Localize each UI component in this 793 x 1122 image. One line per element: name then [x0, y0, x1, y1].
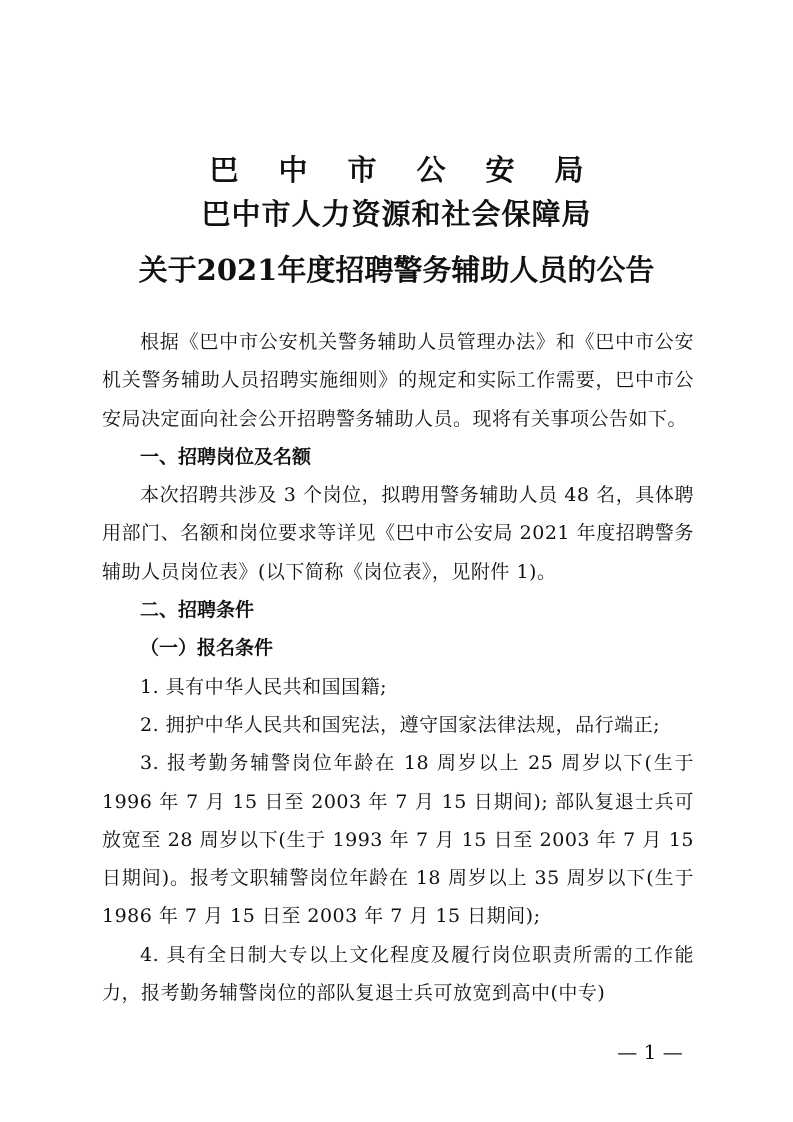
title-line-1: 巴中市公安局: [209, 153, 624, 187]
section-heading-conditions: 二、招聘条件: [140, 599, 255, 622]
condition-item-2: 2. 拥护中华人民共和国宪法，遵守国家法律法规，品行端正;: [140, 713, 661, 736]
page-number: — 1 —: [617, 1040, 683, 1064]
title-line-3: 关于2021年度招聘警务辅助人员的公告: [138, 253, 655, 287]
condition-item-3: 3. 报考勤务辅警岗位年龄在 18 周岁以上 25 周岁以下(生于 1996 年 7 月 15 日至 2003 年 7 月 15 日期间); 部队复退士兵可放宽至 28 周岁以下(生于 1993 年 7 月 15 日至 2003 年 7 月 15 日期间)。报考文职辅警岗位年龄在 18 周岁以上 35 周岁以下(生于 1986 年 7 月 15 日至 2003 年 7 月 15 日期间);: [102, 752, 694, 928]
document-body: [102, 323, 694, 1012]
intro-paragraph: 根据《巴中市公安机关警务辅助人员管理办法》和《巴中市公安机关警务辅助人员招聘实施细则》的规定和实际工作需要，巴中市公安局决定面向社会公开招聘警务辅助人员。现将有关事项公告如下。: [102, 331, 694, 430]
title-line-2: 巴中市人力资源和社会保障局: [201, 197, 592, 231]
positions-paragraph: 本次招聘共涉及 3 个岗位，拟聘用警务辅助人员 48 名，具体聘用部门、名额和岗位要求等详见《巴中市公安局 2021 年度招聘警务辅助人员岗位表》(以下简称《岗位表》，见附件 1)。: [102, 484, 694, 583]
condition-item-1: 1. 具有中华人民共和国国籍;: [140, 675, 388, 698]
section-heading-positions: 一、招聘岗位及名额: [140, 445, 312, 468]
condition-item-4: 4. 具有全日制大专以上文化程度及履行岗位职责所需的工作能力，报考勤务辅警岗位的部队复退士兵可放宽到高中(中专): [102, 943, 694, 1005]
subsection-heading-registration: （一）报名条件: [140, 637, 274, 660]
